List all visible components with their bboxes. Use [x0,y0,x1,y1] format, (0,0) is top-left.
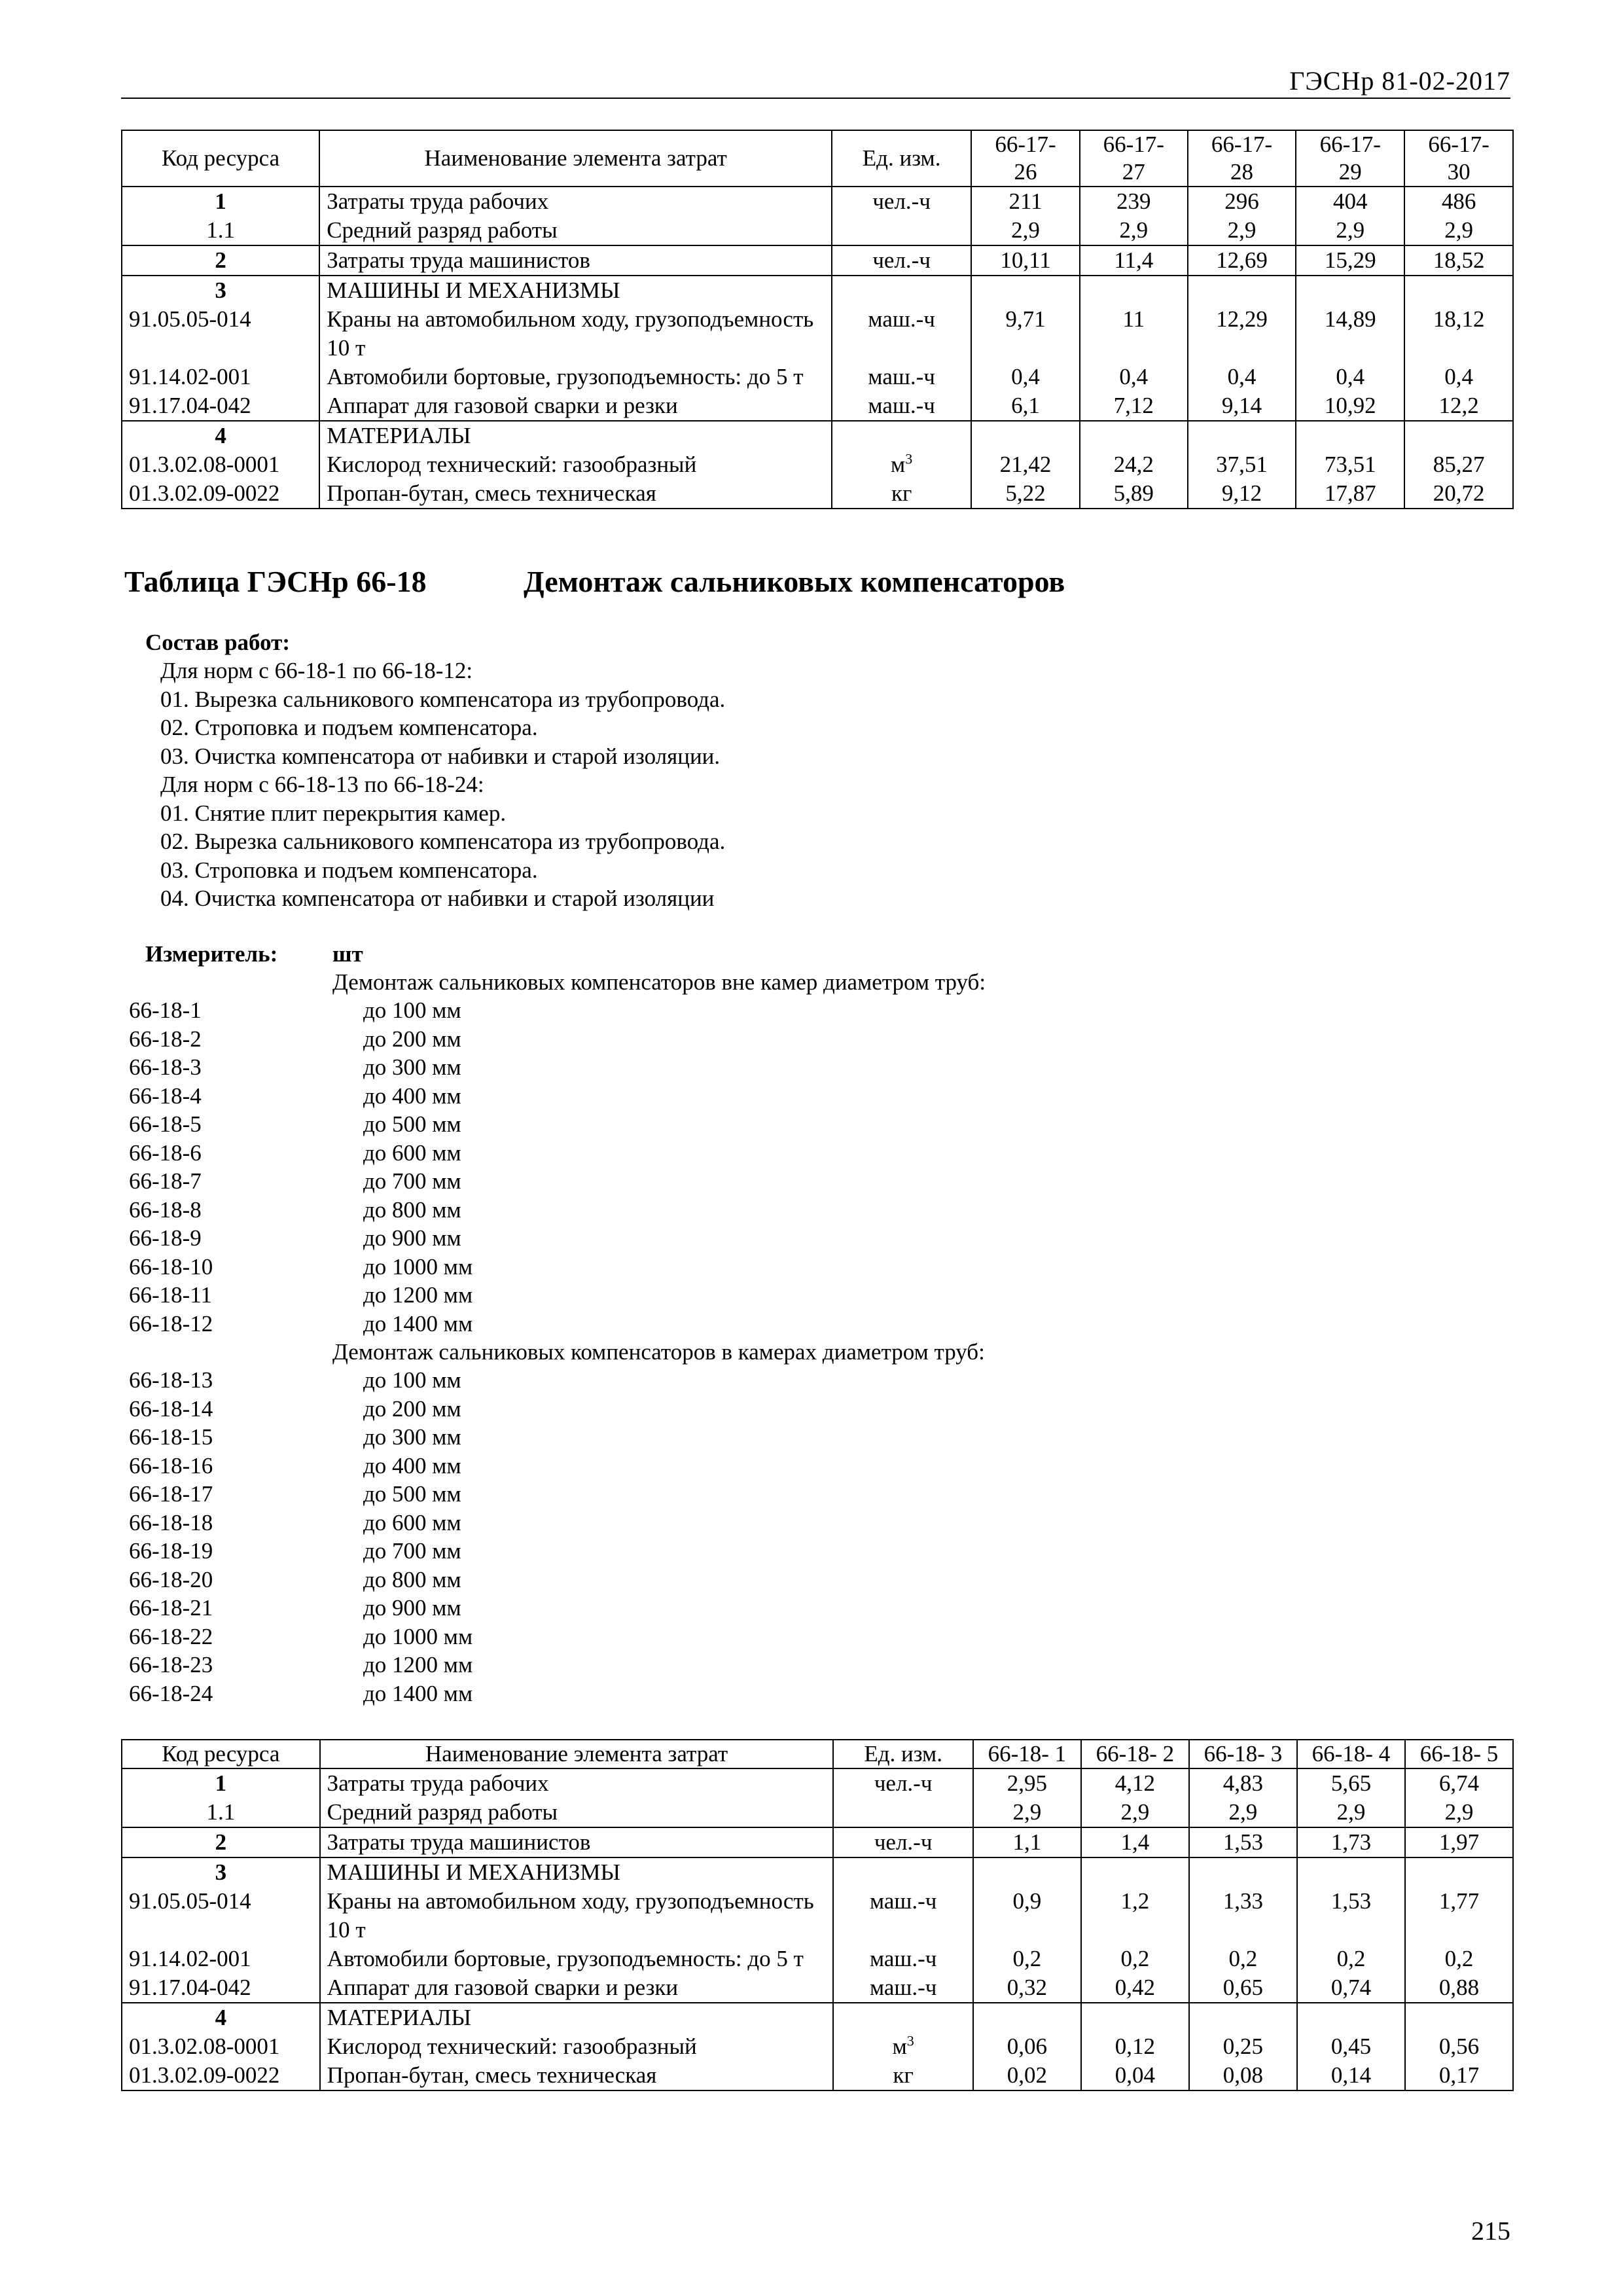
resource-value: 0,2 [1405,1945,1513,1973]
resource-value: 1,53 [1189,1827,1297,1857]
norm-diameter: до 900 мм [363,1595,461,1621]
section-code: 3 [122,1857,320,1887]
resource-value: 0,2 [973,1945,1081,1973]
resource-value: 14,89 [1296,305,1404,363]
resource-value: 1,73 [1297,1827,1405,1857]
resource-value: 2,9 [1188,216,1296,245]
unit-superscript: 3 [905,450,913,467]
resource-code: 2 [122,1827,320,1857]
work-heading: Состав работ: [145,630,290,655]
resource-value: 2,9 [1080,216,1188,245]
col-norm-header: 66-17- 27 [1080,130,1188,187]
col-norm-header: 66-17- 30 [1404,130,1513,187]
norm-diameter: до 500 мм [363,1111,461,1137]
resource-name: Кислород технический: газообразный [319,450,832,479]
resource-unit [832,216,971,245]
resource-value: 9,12 [1188,479,1296,509]
resource-value: 1,97 [1405,1827,1513,1857]
norm-code: 66-18-9 [129,1225,202,1251]
resource-value: 0,42 [1081,1973,1189,2003]
resource-name: Автомобили бортовые, грузоподъемность: до 5 т [319,363,832,391]
resource-value: 12,2 [1404,391,1513,421]
resource-value: 4,83 [1189,1768,1297,1798]
work-line: 04. Очистка компенсатора от набивки и старой изоляции [160,886,715,911]
norm-code: 66-18-19 [129,1538,213,1564]
table-row [122,1887,1513,1945]
section-title: МАШИНЫ И МЕХАНИЗМЫ [320,1857,834,1887]
resource-code: 1.1 [122,216,319,245]
norm-diameter: до 100 мм [363,997,461,1023]
resource-value: 73,51 [1296,450,1404,479]
group2-title: Демонтаж сальниковых компенсаторов в камерах диаметром труб: [332,1339,985,1365]
resource-value: 1,1 [973,1827,1081,1857]
unit-superscript: 3 [906,2032,914,2049]
norm-diameter: до 800 мм [363,1566,461,1592]
norm-diameter: до 900 мм [363,1225,461,1251]
header-rule [121,98,1510,99]
resource-table-66-17 [121,130,1514,509]
work-line: 01. Снятие плит перекрытия камер. [160,800,507,826]
section-title: МАТЕРИАЛЫ [320,2003,834,2032]
norm-diameter: до 600 мм [363,1509,461,1535]
resource-value: 10,92 [1296,391,1404,421]
norm-diameter: до 800 мм [363,1196,461,1223]
section-title: МАШИНЫ И МЕХАНИЗМЫ [319,276,832,305]
norm-code: 66-18-20 [129,1566,213,1592]
col-unit-header: Ед. изм. [832,130,971,187]
col-norm-header: 66-18- 4 [1297,1740,1405,1768]
table-row [122,305,1513,363]
work-line: 02. Строповка и подъем компенсатора. [160,715,538,740]
col-code-header: Код ресурса [122,130,319,187]
norm-diameter: до 400 мм [363,1083,461,1109]
norm-code: 66-18-8 [129,1196,202,1223]
resource-code: 91.17.04-042 [122,391,319,421]
resource-value: 5,22 [971,479,1080,509]
resource-value: 9,71 [971,305,1080,363]
resource-unit: маш.-ч [833,1945,972,1973]
resource-value: 1,53 [1297,1887,1405,1945]
resource-code: 91.05.05-014 [122,305,319,363]
meter-label: Измеритель: [145,941,278,967]
table-row [122,391,1513,421]
resource-value: 0,17 [1405,2061,1513,2090]
norm-diameter: до 600 мм [363,1139,461,1166]
section-row [122,421,1513,450]
resource-name: Затраты труда машинистов [319,245,832,276]
table-header-row [122,130,1513,187]
resource-unit: маш.-ч [832,305,971,363]
norm-code: 66-18-2 [129,1026,202,1052]
section-row [122,276,1513,305]
resource-code: 1 [122,187,319,216]
resource-value: 9,14 [1188,391,1296,421]
resource-value: 2,9 [1081,1798,1189,1827]
work-line: 03. Очистка компенсатора от набивки и старой изоляции. [160,743,721,769]
resource-value: 486 [1404,187,1513,216]
resource-value: 211 [971,187,1080,216]
resource-value: 0,12 [1081,2032,1189,2061]
resource-unit: кг [832,479,971,509]
resource-name: Аппарат для газовой сварки и резки [320,1973,834,2003]
work-line: 03. Строповка и подъем компенсатора. [160,857,538,883]
resource-name: Затраты труда машинистов [320,1827,834,1857]
col-norm-header: 66-18- 3 [1189,1740,1297,1768]
norm-diameter: до 1000 мм [363,1253,473,1280]
section-row [122,2003,1513,2032]
col-name-header: Наименование элемента затрат [320,1740,834,1768]
section-code: 4 [122,421,319,450]
resource-value: 10,11 [971,245,1080,276]
resource-value: 20,72 [1404,479,1513,509]
resource-value: 0,32 [973,1973,1081,2003]
resource-value: 0,4 [971,363,1080,391]
col-code-header: Код ресурса [122,1740,320,1768]
section-code: 4 [122,2003,320,2032]
resource-value: 239 [1080,187,1188,216]
section-title: МАТЕРИАЛЫ [319,421,832,450]
resource-code: 01.3.02.08-0001 [122,2032,320,2061]
norm-diameter: до 100 мм [363,1367,461,1393]
resource-value: 2,9 [973,1798,1081,1827]
resource-value: 37,51 [1188,450,1296,479]
table-row [122,363,1513,391]
norm-code: 66-18-15 [129,1424,213,1450]
resource-unit: $м^3$ [833,2032,972,2061]
resource-value: 0,06 [973,2032,1081,2061]
resource-value: 0,65 [1189,1973,1297,2003]
resource-table-66-18 [121,1739,1514,2091]
resource-value: 404 [1296,187,1404,216]
resource-value: 296 [1188,187,1296,216]
resource-unit: чел.-ч [833,1768,972,1798]
norm-diameter: до 700 мм [363,1538,461,1564]
norm-code: 66-18-24 [129,1680,213,1706]
resource-value: 2,9 [971,216,1080,245]
col-unit-header: Ед. изм. [833,1740,972,1768]
resource-name: Пропан-бутан, смесь техническая [320,2061,834,2090]
table-row [122,187,1513,216]
norm-diameter: до 300 мм [363,1424,461,1450]
norm-code: 66-18-14 [129,1395,213,1422]
table-row [122,245,1513,276]
resource-name: Краны на автомобильном ходу, грузоподъемность 10 т [320,1887,834,1945]
resource-value: 0,2 [1297,1945,1405,1973]
norm-code: 66-18-10 [129,1253,213,1280]
resource-value: 0,74 [1297,1973,1405,2003]
norm-code: 66-18-5 [129,1111,202,1137]
norm-code: 66-18-6 [129,1139,202,1166]
resource-value: 6,74 [1405,1768,1513,1798]
resource-value: 6,1 [971,391,1080,421]
resource-value: 1,77 [1405,1887,1513,1945]
norm-diameter: до 1200 мм [363,1652,473,1677]
resource-value: 0,08 [1189,2061,1297,2090]
work-line: Для норм с 66-18-13 по 66-18-24: [160,772,484,797]
table-row [122,1973,1513,2003]
section-code: 3 [122,276,319,305]
resource-value: 1,4 [1081,1827,1189,1857]
norm-diameter: до 1200 мм [363,1282,473,1308]
resource-name: Средний разряд работы [319,216,832,245]
norm-code: 66-18-11 [129,1282,213,1308]
meter-unit: шт [332,941,363,967]
resource-value: 0,2 [1189,1945,1297,1973]
resource-value: 5,89 [1080,479,1188,509]
table-row [122,1945,1513,1973]
resource-value: 0,45 [1297,2032,1405,2061]
resource-unit [833,1798,972,1827]
resource-value: 21,42 [971,450,1080,479]
resource-value: 0,4 [1080,363,1188,391]
resource-value: 0,25 [1189,2032,1297,2061]
norm-diameter: до 200 мм [363,1395,461,1422]
resource-value: 11,4 [1080,245,1188,276]
resource-value: 1,33 [1189,1887,1297,1945]
resource-unit: маш.-ч [832,363,971,391]
resource-value: 0,2 [1081,1945,1189,1973]
col-norm-header: 66-18- 1 [973,1740,1081,1768]
resource-unit: чел.-ч [833,1827,972,1857]
resource-value: 15,29 [1296,245,1404,276]
resource-value: 0,4 [1296,363,1404,391]
resource-name: Краны на автомобильном ходу, грузоподъемность 10 т [319,305,832,363]
resource-value: 18,12 [1404,305,1513,363]
resource-code: 91.14.02-001 [122,1945,320,1973]
resource-name: Затраты труда рабочих [319,187,832,216]
document-code: ГЭСНр 81-02-2017 [1289,66,1510,96]
norm-code: 66-18-13 [129,1367,213,1393]
resource-value: 0,4 [1188,363,1296,391]
resource-value: 0,04 [1081,2061,1189,2090]
resource-value: 2,95 [973,1768,1081,1798]
norm-code: 66-18-16 [129,1452,213,1479]
resource-unit: маш.-ч [832,391,971,421]
resource-name: Затраты труда рабочих [320,1768,834,1798]
resource-code: 01.3.02.09-0022 [122,2061,320,2090]
resource-value: 2,9 [1405,1798,1513,1827]
resource-unit: маш.-ч [833,1887,972,1945]
work-list [160,656,725,913]
col-norm-header: 66-18- 2 [1081,1740,1189,1768]
norm-diameter: до 200 мм [363,1026,461,1052]
resource-name: Пропан-бутан, смесь техническая [319,479,832,509]
resource-code: 91.05.05-014 [122,1887,320,1945]
norm-code: 66-18-12 [129,1310,213,1336]
resource-value: 0,14 [1297,2061,1405,2090]
table-row [122,1798,1513,1827]
norm-code: 66-18-18 [129,1509,213,1535]
resource-value: 12,29 [1188,305,1296,363]
resource-code: 01.3.02.09-0022 [122,479,319,509]
resource-value: 2,9 [1404,216,1513,245]
norm-diameter: до 500 мм [363,1481,461,1507]
norm-code: 66-18-7 [129,1168,202,1194]
resource-code: 2 [122,245,319,276]
resource-value: 12,69 [1188,245,1296,276]
resource-name: Автомобили бортовые, грузоподъемность: до 5 т [320,1945,834,1973]
table-row [122,450,1513,479]
table-row [122,2061,1513,2090]
resource-value: 2,9 [1189,1798,1297,1827]
resource-value: 85,27 [1404,450,1513,479]
resource-value: 4,12 [1081,1768,1189,1798]
resource-code: 91.14.02-001 [122,363,319,391]
resource-unit: чел.-ч [832,245,971,276]
norm-diameter: до 400 мм [363,1452,461,1479]
resource-name: Аппарат для газовой сварки и резки [319,391,832,421]
resource-value: 0,9 [973,1887,1081,1945]
norm-code: 66-18-4 [129,1083,202,1109]
resource-code: 91.17.04-042 [122,1973,320,2003]
resource-name: Средний разряд работы [320,1798,834,1827]
col-norm-header: 66-18- 5 [1405,1740,1513,1768]
col-norm-header: 66-17- 29 [1296,130,1404,187]
resource-value: 0,56 [1405,2032,1513,2061]
resource-value: 24,2 [1080,450,1188,479]
norm-code: 66-18-1 [129,997,202,1023]
resource-value: 1,2 [1081,1887,1189,1945]
resource-code: 01.3.02.08-0001 [122,450,319,479]
col-name-header: Наименование элемента затрат [319,130,832,187]
table-header-row [122,1740,1513,1768]
resource-unit: чел.-ч [832,187,971,216]
table-row [122,479,1513,509]
resource-value: 11 [1080,305,1188,363]
norm-diameter: до 300 мм [363,1054,461,1080]
norm-diameter: до 1000 мм [363,1623,473,1649]
resource-value: 7,12 [1080,391,1188,421]
resource-name: Кислород технический: газообразный [320,2032,834,2061]
norm-diameter: до 1400 мм [363,1680,473,1706]
resource-value: 0,02 [973,2061,1081,2090]
col-norm-header: 66-17- 26 [971,130,1080,187]
work-line: Для норм с 66-18-1 по 66-18-12: [160,658,473,683]
resource-value: 0,88 [1405,1973,1513,2003]
resource-value: 0,4 [1404,363,1513,391]
resource-unit: кг [833,2061,972,2090]
table-row [122,2032,1513,2061]
table-row [122,1768,1513,1798]
resource-code: 1 [122,1768,320,1798]
norm-code: 66-18-22 [129,1623,213,1649]
resource-value: 17,87 [1296,479,1404,509]
col-norm-header: 66-17- 28 [1188,130,1296,187]
table-title: Демонтаж сальниковых компенсаторов [524,565,1065,598]
resource-code: 1.1 [122,1798,320,1827]
norm-code: 66-18-3 [129,1054,202,1080]
table-row [122,216,1513,245]
norm-code: 66-18-21 [129,1595,213,1621]
table-label: Таблица ГЭСНр 66-18 [124,565,427,598]
page-number: 215 [1471,2216,1510,2246]
resource-value: 18,52 [1404,245,1513,276]
resource-value: 5,65 [1297,1768,1405,1798]
resource-value: 2,9 [1297,1798,1405,1827]
resource-value: 2,9 [1296,216,1404,245]
norm-code: 66-18-23 [129,1652,213,1677]
resource-unit: маш.-ч [833,1973,972,2003]
work-line: 02. Вырезка сальникового компенсатора из трубопровода. [160,829,726,854]
section-row [122,1857,1513,1887]
norm-diameter: до 700 мм [363,1168,461,1194]
table-row [122,1827,1513,1857]
norm-diameter: до 1400 мм [363,1310,473,1336]
work-line: 01. Вырезка сальникового компенсатора из трубопровода. [160,686,726,712]
resource-unit: $м^3$ [832,450,971,479]
norm-code: 66-18-17 [129,1481,213,1507]
group1-title: Демонтаж сальниковых компенсаторов вне камер диаметром труб: [332,969,986,995]
